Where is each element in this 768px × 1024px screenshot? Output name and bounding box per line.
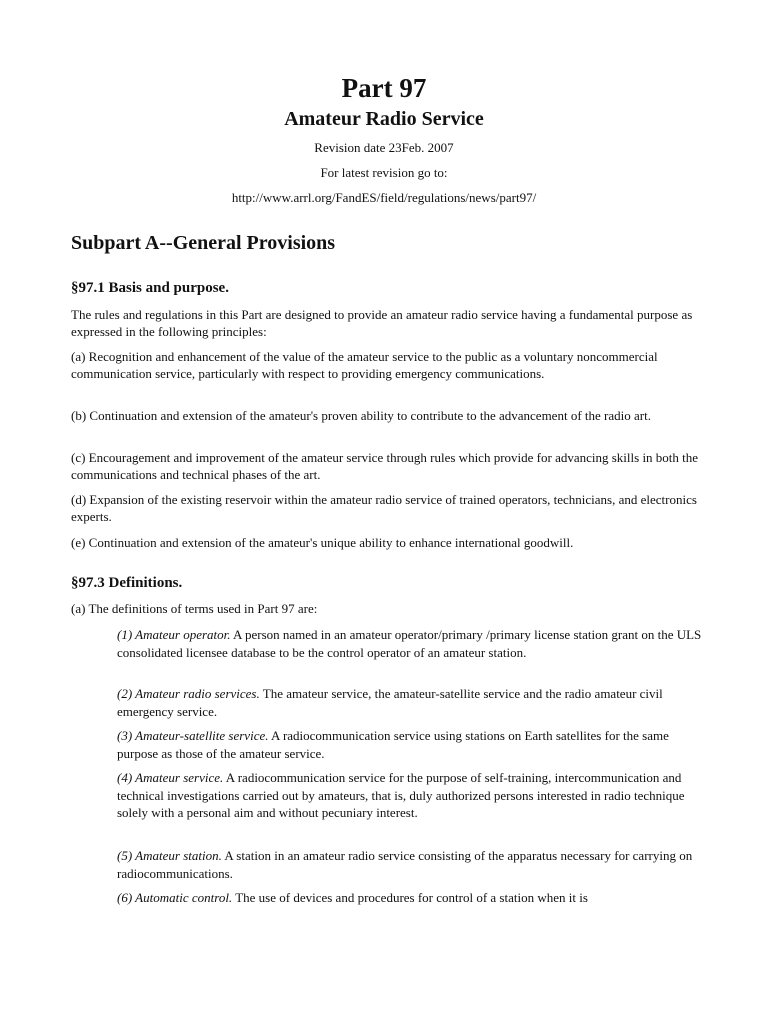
principle-a: (a) Recognition and enhancement of the value of the amateur service to the public as a voluntary noncommercial communication service, particularly with respect to providing emergency communications.: [71, 349, 658, 381]
latest-revision-url: http://www.arrl.org/FandES/field/regulations/news/part97/: [231, 190, 537, 205]
principle-e: (e) Continuation and extension of the amateur's unique ability to enhance international goodwill.: [71, 535, 574, 550]
definition-item: [117, 626, 707, 661]
definition-text: A station in an amateur radio service consisting of the apparatus necessary for carrying on radiocommunications.: [117, 848, 693, 881]
principle-c: (c) Encouragement and improvement of the amateur service through rules which provide for advancing skills in both the communications and technical phases of the art.: [71, 450, 699, 482]
definition-text: A radiocommunication service using stations on Earth satellites for the same purpose as those of the amateur service.: [117, 728, 669, 761]
latest-revision-label: For latest revision go to:: [320, 165, 448, 180]
section-97-1-intro: The rules and regulations in this Part are designed to provide an amateur radio service having a fundamental purpose as expressed in the following principles:: [71, 307, 693, 339]
definition-item: [117, 727, 707, 762]
section-97-1-heading: §97.1 Basis and purpose.: [71, 280, 229, 296]
definition-term: (4) Amateur service.: [117, 770, 224, 785]
document-title: Part 97: [341, 73, 427, 103]
definition-term: (2) Amateur radio services.: [117, 686, 260, 701]
definition-term: (1) Amateur operator.: [117, 627, 231, 642]
section-97-3-heading: §97.3 Definitions.: [71, 575, 183, 591]
definition-item: [117, 847, 707, 882]
definition-item: [117, 769, 707, 822]
definition-item: [117, 685, 707, 720]
definition-text: A radiocommunication service for the purpose of self-training, intercommunication and technical investigations carried out by amateurs, that is, duly authorized persons interested in radio technique solely with a personal aim and without pecuniary interest.: [117, 770, 685, 820]
definition-item: [117, 889, 707, 907]
definition-term: (5) Amateur station.: [117, 848, 222, 863]
subpart-heading: Subpart A--General Provisions: [71, 232, 336, 254]
definition-term: (3) Amateur-satellite service.: [117, 728, 269, 743]
principle-b: (b) Continuation and extension of the amateur's proven ability to contribute to the advancement of the radio art.: [71, 408, 651, 423]
principle-d: (d) Expansion of the existing reservoir within the amateur radio service of trained operators, technicians, and electronics experts.: [71, 492, 697, 524]
revision-date: Revision date 23Feb. 2007: [314, 140, 454, 155]
document-subtitle: Amateur Radio Service: [284, 108, 484, 130]
definition-text: A person named in an amateur operator/primary /primary license station grant on the ULS consolidated licensee database to be the control operator of an amateur station.: [117, 627, 702, 660]
definition-text: The use of devices and procedures for control of a station when it is: [232, 890, 588, 905]
definition-text: The amateur service, the amateur-satellite service and the radio amateur civil emergency service.: [117, 686, 663, 719]
section-97-3-intro: (a) The definitions of terms used in Part 97 are:: [71, 601, 318, 616]
definition-term: (6) Automatic control.: [117, 890, 233, 905]
